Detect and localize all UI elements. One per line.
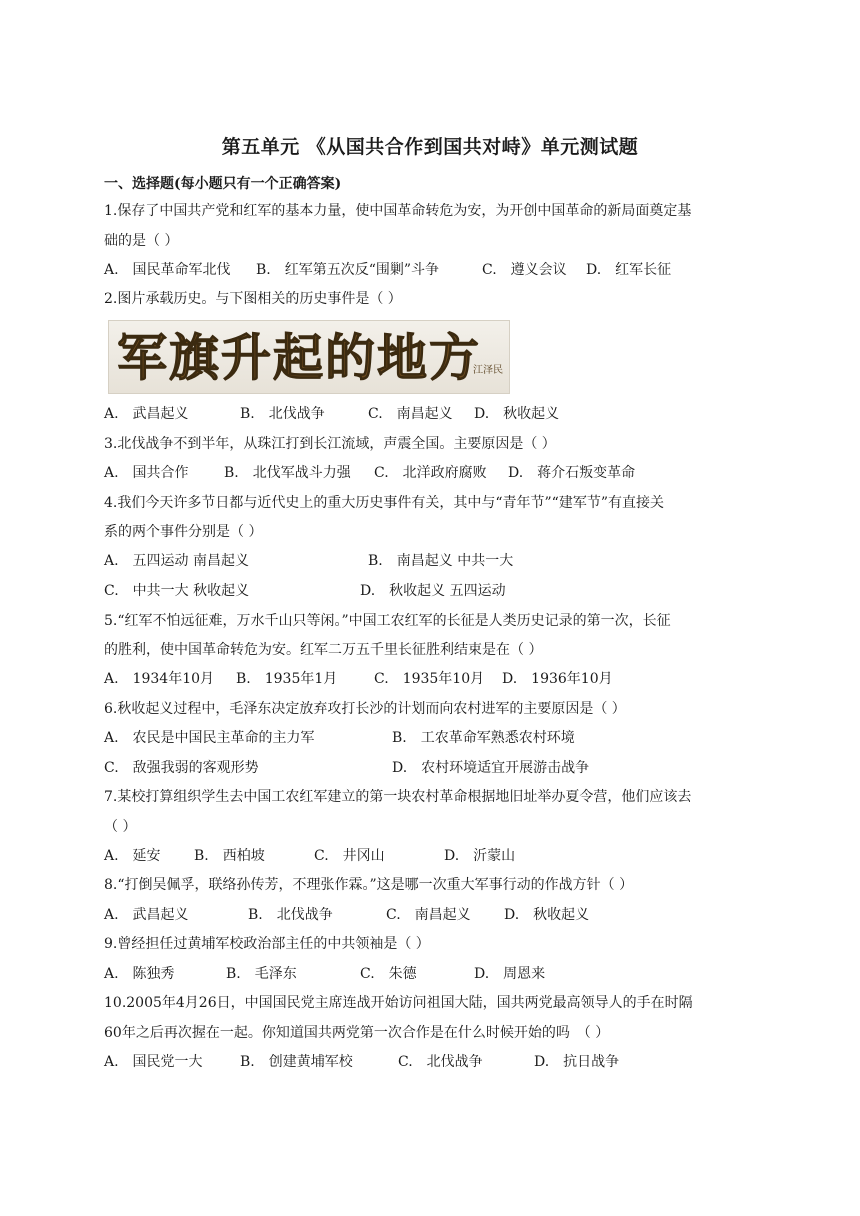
- option-a: A. 国共合作: [104, 465, 189, 481]
- page-title: 第五单元 《从国共合作到国共对峙》单元测试题: [221, 136, 639, 158]
- option-c: C. 南昌起义: [386, 907, 471, 923]
- option-a: A. 国民党一大: [104, 1054, 203, 1070]
- option-b: B. 北伐战争: [248, 907, 333, 923]
- option-d: D. 农村环境适宜开展游击战争: [392, 760, 590, 776]
- option-b: B. 毛泽东: [226, 966, 297, 982]
- option-a: A. 武昌起义: [104, 406, 189, 422]
- option-d: D. 秋收起义 五四运动: [360, 583, 506, 599]
- question-3-text-line-1: 3.北伐战争不到半年，从珠江打到长江流域，声震全国。主要原因是（ ）: [104, 436, 556, 452]
- calligraphy-text: 军旗升起的地方: [117, 328, 481, 387]
- option-a: A. 1934年10月: [104, 671, 215, 687]
- question-9-text-line-1: 9.曾经担任过黄埔军校政治部主任的中共领袖是（ ）: [104, 936, 430, 952]
- question-2-text-line-1: 2.图片承载历史。与下图相关的历史事件是（ ）: [104, 291, 402, 307]
- question-1-text-line-1: 1.保存了中国共产党和红军的基本力量，使中国革命转危为安，为开创中国革命的新局面奠定基: [104, 203, 692, 219]
- question-10-text-line-2: 60年之后再次握在一起。你知道国共两党第一次合作是在什么时候开始的吗 （ ）: [104, 1025, 610, 1041]
- option-b: B. 西柏坡: [194, 848, 265, 864]
- option-a: A. 陈独秀: [104, 966, 175, 982]
- question-8-text-line-1: 8.“打倒吴佩孚，联络孙传芳，不理张作霖。”这是哪一次重大军事行动的作战方针（ ）: [104, 877, 634, 893]
- option-d: D. 沂蒙山: [444, 848, 516, 864]
- option-d: D. 秋收起义: [474, 406, 560, 422]
- option-c: C. 北洋政府腐败: [374, 465, 487, 481]
- option-c: C. 南昌起义: [368, 406, 453, 422]
- signature-text: 江泽民: [473, 365, 503, 376]
- option-b: B. 红军第五次反“围剿”斗争: [256, 262, 440, 278]
- option-c: C. 遵义会议: [482, 262, 567, 278]
- question-4-text-line-2: 系的两个事件分别是（ ）: [104, 524, 263, 540]
- question-5-text-line-1: 5.“红军不怕远征难，万水千山只等闲。”中国工农红军的长征是人类历史记录的第一次，长征: [104, 613, 671, 629]
- option-c: C. 朱德: [360, 966, 417, 982]
- question-7-text-line-2: （ ）: [104, 819, 137, 835]
- question-6-text-line-1: 6.秋收起义过程中，毛泽东决定放弃攻打长沙的计划而向农村进军的主要原因是（ ）: [104, 701, 626, 717]
- question-4-text-line-1: 4.我们今天许多节日都与近代史上的重大历史事件有关，其中与“青年节”“建军节”有直接关: [104, 495, 664, 511]
- option-a: A. 武昌起义: [104, 907, 189, 923]
- option-b: B. 北伐军战斗力强: [224, 465, 351, 481]
- option-c: C. 敌强我弱的客观形势: [104, 760, 259, 776]
- option-d: D. 1936年10月: [502, 671, 613, 687]
- option-a: A. 延安: [104, 848, 161, 864]
- option-a: A. 农民是中国民主革命的主力军: [104, 730, 315, 746]
- option-b: B. 1935年1月: [236, 671, 338, 687]
- option-a: A. 国民革命军北伐: [104, 262, 231, 278]
- option-b: B. 北伐战争: [240, 406, 325, 422]
- option-b: B. 工农革命军熟悉农村环境: [392, 730, 575, 746]
- question-7-text-line-1: 7.某校打算组织学生去中国工农红军建立的第一块农村革命根据地旧址举办夏令营，他们应该去: [104, 789, 692, 805]
- option-c: C. 中共一大 秋收起义: [104, 583, 250, 599]
- question-10-text-line-1: 10.2005年4月26日，中国国民党主席连战开始访问祖国大陆，国共两党最高领导人的手在时隔: [104, 995, 693, 1011]
- option-d: D. 秋收起义: [504, 907, 590, 923]
- option-d: D. 周恩来: [474, 966, 546, 982]
- option-c: C. 井冈山: [314, 848, 385, 864]
- option-c: C. 1935年10月: [374, 671, 485, 687]
- option-c: C. 北伐战争: [398, 1054, 483, 1070]
- section-heading: 一、选择题(每小题只有一个正确答案): [104, 176, 342, 192]
- question-5-text-line-2: 的胜利，使中国革命转危为安。红军二万五千里长征胜利结束是在（ ）: [104, 642, 543, 658]
- calligraphy-photo: [108, 320, 510, 394]
- option-b: B. 南昌起义 中共一大: [368, 553, 514, 569]
- option-d: D. 蒋介石叛变革命: [508, 465, 636, 481]
- option-d: D. 抗日战争: [534, 1054, 620, 1070]
- question-1-text-line-2: 础的是（ ）: [104, 233, 179, 249]
- option-b: B. 创建黄埔军校: [240, 1054, 353, 1070]
- option-d: D. 红军长征: [586, 262, 672, 278]
- option-a: A. 五四运动 南昌起义: [104, 553, 250, 569]
